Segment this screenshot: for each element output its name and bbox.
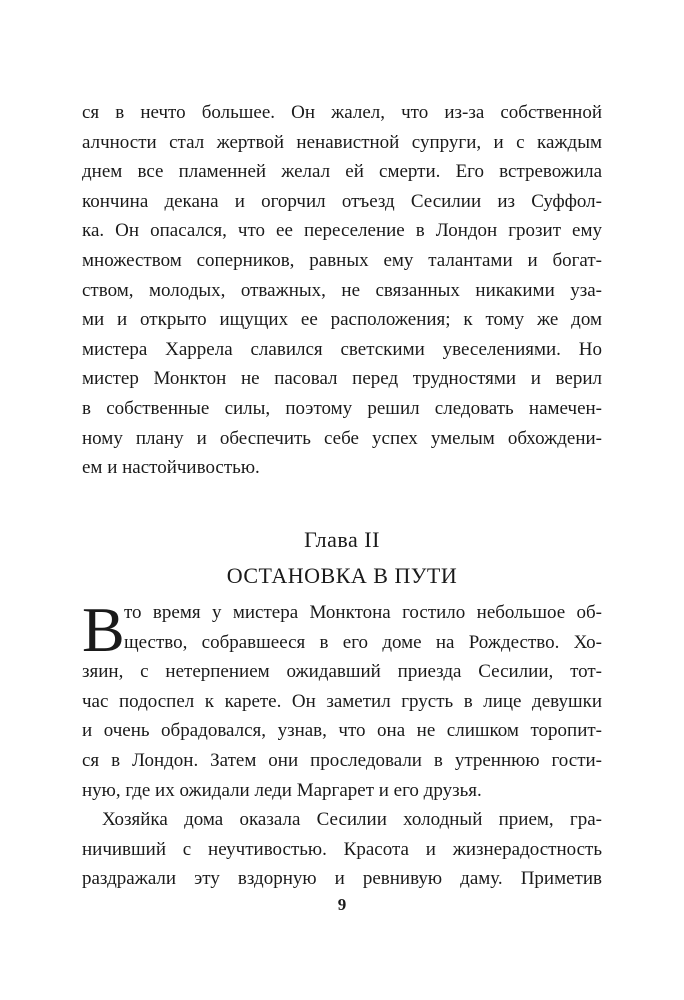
text-line: то время у мистера Монктона гостило небольшое об- <box>124 602 602 623</box>
text-line: ми и открыто ищущих ее расположения; к тому же дом <box>82 309 602 331</box>
text-line: ством, молодых, отважных, не связанных никакими уза- <box>82 279 602 301</box>
text-line: час подоспел к карете. Он заметил грусть в лице девушки <box>82 690 602 712</box>
text-line: ному плану и обеспечить себе успех умелым обхождени- <box>82 427 602 449</box>
text-line: днем все пламенней желал ей смерти. Его встревожила <box>82 161 602 183</box>
text-line: щество, собравшееся в его доме на Рождество. Хо- <box>124 631 602 653</box>
chapter-body <box>82 594 602 894</box>
text-line: и очень обрадовался, узнав, что она не слишком торопит- <box>82 720 602 742</box>
chapter-title: ОСТАНОВКА В ПУТИ <box>226 563 458 588</box>
text-line: ную, где их ожидали леди Маргарет и его друзья. <box>82 779 482 801</box>
text-line: мистер Монктон не пасовал перед трудностями и верил <box>82 368 602 390</box>
text-line: ка. Он опасался, что ее переселение в Лондон грозит ему <box>82 220 602 242</box>
text-line: раздражали эту вздорную и ревнивую даму. Приметив <box>82 868 602 890</box>
text-line: ничивший с неучтивостью. Красота и жизнерадостность <box>82 838 602 860</box>
drop-cap: В <box>82 594 125 665</box>
text-line: в собственные силы, поэтому решил следовать намечен- <box>82 397 602 419</box>
page-number: 9 <box>337 895 347 914</box>
text-line: Хозяйка дома оказала Сесилии холодный прием, гра- <box>102 809 602 831</box>
chapter-number: Глава II <box>304 527 380 552</box>
text-line: ем и настойчивостью. <box>82 457 260 479</box>
continued-paragraph <box>82 98 602 483</box>
text-line: алчности стал жертвой ненавистной супруги, и с каждым <box>82 131 602 153</box>
text-line: ся в Лондон. Затем они проследовали в утреннюю гости- <box>82 749 602 771</box>
text-line: зяин, с нетерпением ожидавший приезда Сесилии, тот- <box>82 661 602 683</box>
text-line: кончина декана и огорчил отъезд Сесилии из Суффол- <box>82 190 602 212</box>
text-line: мистера Харрела славился светскими увеселениями. Но <box>82 338 602 360</box>
text-line: ся в нечто большее. Он жалел, что из-за собственной <box>82 102 602 123</box>
text-line: множеством соперников, равных ему талантами и богат- <box>82 249 602 271</box>
